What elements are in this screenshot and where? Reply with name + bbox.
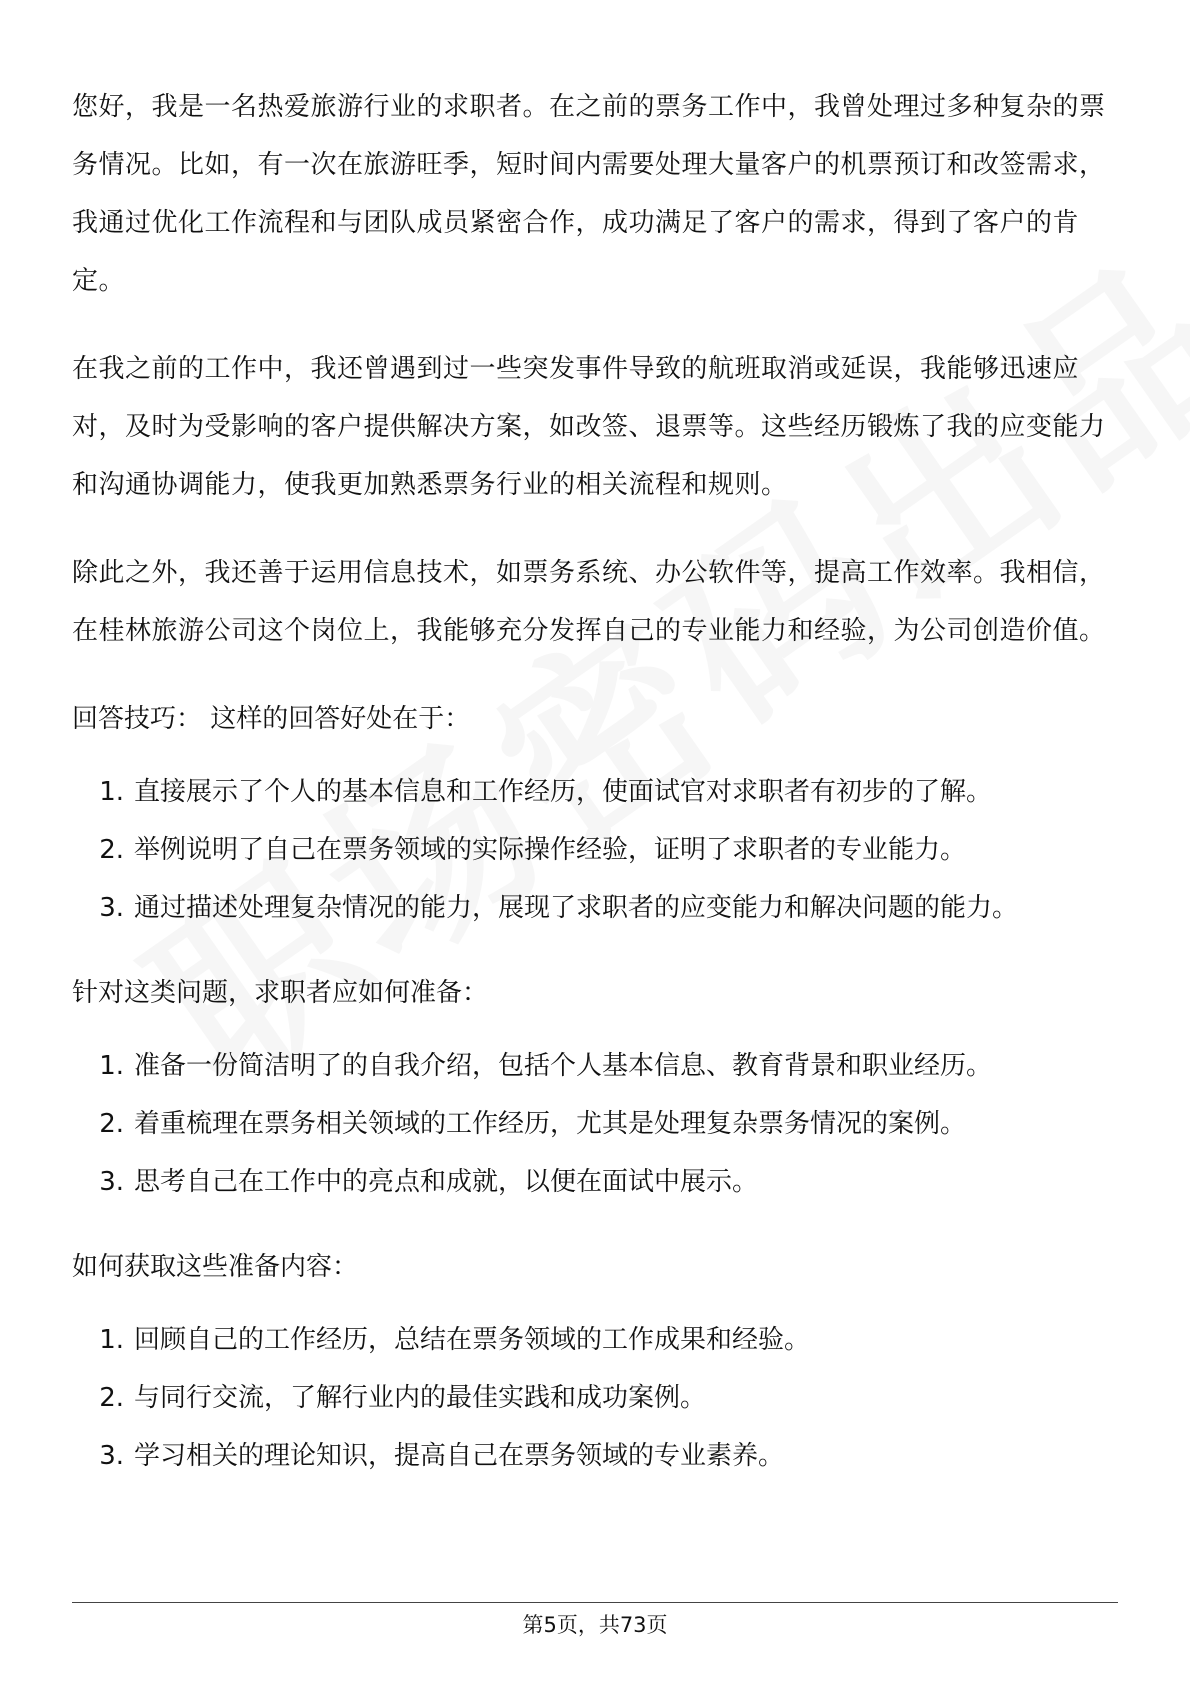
list-item <box>72 1156 1122 1208</box>
list-text: 举例说明了自己在票务领域的实际操作经验，证明了求职者的专业能力。 <box>134 835 967 865</box>
list-number: 2. <box>99 1383 124 1413</box>
list-text: 通过描述处理复杂情况的能力，展现了求职者的应变能力和解决问题的能力。 <box>134 893 1019 923</box>
preparation-list <box>72 1040 1122 1208</box>
page-number: 第5页，共73页 <box>522 1613 668 1637</box>
list-item <box>72 1098 1122 1150</box>
list-text: 与同行交流，了解行业内的最佳实践和成功案例。 <box>134 1383 707 1413</box>
list-item <box>72 1040 1122 1092</box>
list-number: 2. <box>99 1109 124 1139</box>
section-heading-answer-tips: 回答技巧： 这样的回答好处在于： <box>72 704 471 734</box>
paragraph-3: 除此之外，我还善于运用信息技术，如票务系统、办公软件等，提高工作效率。我相信，在桂林旅游公司这个岗位上，我能够充分发挥自己的专业能力和经验，为公司创造价值。 <box>72 558 1106 646</box>
section-heading-obtain-content: 如何获取这些准备内容： <box>72 1252 359 1282</box>
paragraph-1: 您好，我是一名热爱旅游行业的求职者。在之前的票务工作中，我曾处理过多种复杂的票务情况。比如，有一次在旅游旺季，短时间内需要处理大量客户的机票预订和改签需求，我通过优化工作流程和与团队成员紧密合作，成功满足了客户的需求，得到了客户的肯定。 <box>72 92 1106 296</box>
list-item <box>72 882 1122 934</box>
list-number: 2. <box>99 835 124 865</box>
obtain-content-list <box>72 1314 1122 1482</box>
answer-tips-list <box>72 766 1122 934</box>
list-text: 回顾自己的工作经历，总结在票务领域的工作成果和经验。 <box>134 1325 811 1355</box>
list-text: 学习相关的理论知识，提高自己在票务领域的专业素养。 <box>134 1441 785 1471</box>
list-item <box>72 1430 1122 1482</box>
list-item <box>72 1314 1122 1366</box>
list-text: 直接展示了个人的基本信息和工作经历，使面试官对求职者有初步的了解。 <box>134 777 993 807</box>
list-number: 3. <box>99 1167 124 1197</box>
list-number: 3. <box>99 1441 124 1471</box>
section-heading-preparation: 针对这类问题，求职者应如何准备： <box>72 978 489 1008</box>
list-text: 思考自己在工作中的亮点和成就，以便在面试中展示。 <box>134 1167 759 1197</box>
paragraph-2: 在我之前的工作中，我还曾遇到过一些突发事件导致的航班取消或延误，我能够迅速应对，及时为受影响的客户提供解决方案，如改签、退票等。这些经历锻炼了我的应变能力和沟通协调能力，使我更加熟悉票务行业的相关流程和规则。 <box>72 354 1106 500</box>
list-number: 3. <box>99 893 124 923</box>
list-number: 1. <box>99 1051 124 1081</box>
document-body <box>72 78 1122 1512</box>
list-text: 着重梳理在票务相关领域的工作经历，尤其是处理复杂票务情况的案例。 <box>134 1109 967 1139</box>
list-item <box>72 824 1122 876</box>
list-item <box>72 766 1122 818</box>
list-item <box>72 1372 1122 1424</box>
footer-divider <box>72 1602 1118 1603</box>
list-number: 1. <box>99 1325 124 1355</box>
list-number: 1. <box>99 777 124 807</box>
list-text: 准备一份简洁明了的自我介绍，包括个人基本信息、教育背景和职业经历。 <box>134 1051 993 1081</box>
